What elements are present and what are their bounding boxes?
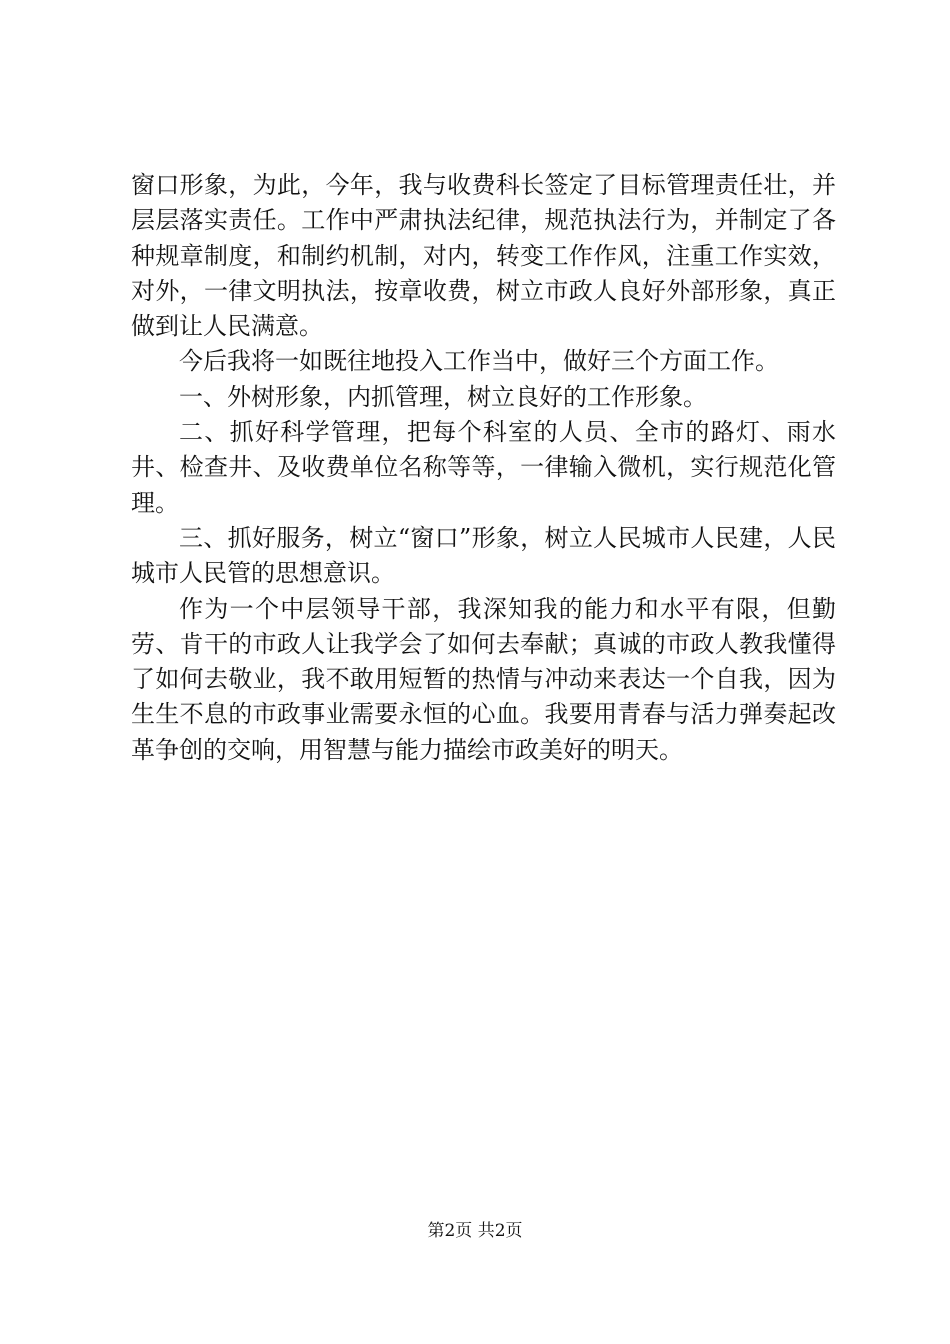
paragraph-item-three: 三、抓好服务，树立“窗口”形象，树立人民城市人民建，人民城市人民管的思想意识。 <box>131 523 836 588</box>
paragraph-item-two: 二、抓好科学管理，把每个科室的人员、全市的路灯、雨水井、检查井、及收费单位名称等等，一律输入微机，实行规范化管理。 <box>131 418 836 517</box>
paragraph-intro-plan: 今后我将一如既往地投入工作当中，做好三个方面工作。 <box>179 347 779 376</box>
page-footer: 第2页 共2页 <box>427 1221 523 1241</box>
paragraph-continuation: 窗口形象，为此，今年，我与收费科长签定了目标管理责任壮，并层层落实责任。工作中严肃执法纪律，规范执法行为，并制定了各种规章制度，和制约机制，对内，转变工作作风，注重工作实效，对外，一律文明执法，按章收费，树立市政人良好外部形象，真正做到让人民满意。 <box>131 171 836 341</box>
document-body <box>131 168 836 768</box>
paragraph-conclusion: 作为一个中层领导干部，我深知我的能力和水平有限，但勤劳、肯干的市政人让我学会了如何去奉献；真诚的市政人教我懂得了如何去敬业，我不敢用短暂的热情与冲动来表达一个自我，因为生生不息的市政事业需要永恒的心血。我要用青春与活力弹奏起改革争创的交响，用智慧与能力描绘市政美好的明天。 <box>131 594 836 764</box>
paragraph-item-one: 一、外树形象，内抓管理，树立良好的工作形象。 <box>179 382 707 411</box>
